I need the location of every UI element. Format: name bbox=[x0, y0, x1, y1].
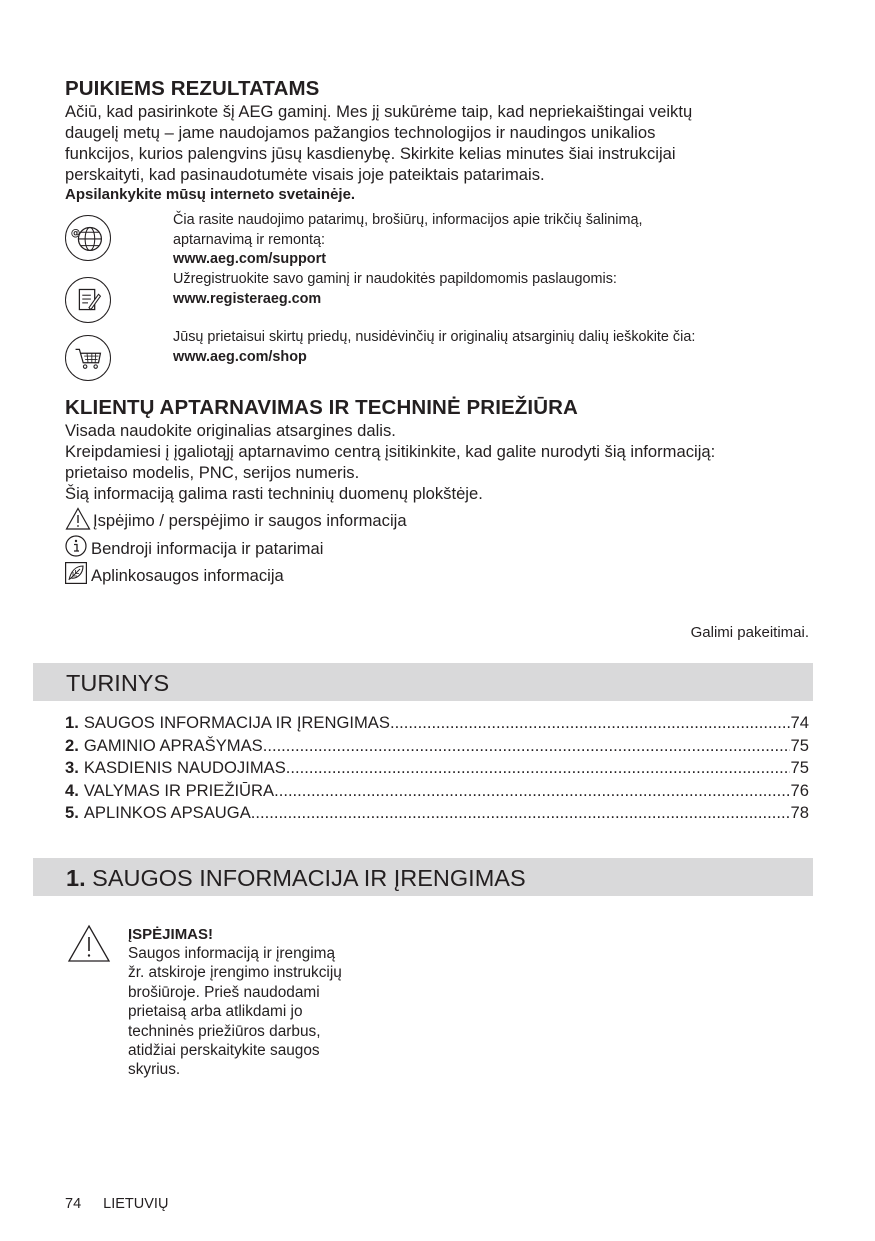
customer-care-line: Visada naudokite originalias atsargines dalis. bbox=[65, 421, 396, 440]
toc-leader-dots bbox=[286, 758, 790, 778]
legend-environment-text: Aplinkosaugos informacija bbox=[91, 566, 284, 585]
web-link-description: Čia rasite naudojimo patarimų, brošiūrų, informacijos apie trikčių šalinimą, bbox=[173, 212, 643, 228]
register-document-icon bbox=[65, 277, 111, 323]
web-link-description: aptarnavimą ir remontą: bbox=[173, 231, 325, 248]
table-of-contents bbox=[65, 713, 809, 826]
toc-entry-number: 2. bbox=[65, 735, 79, 755]
support-url-link[interactable]: www.aeg.com/support bbox=[173, 251, 326, 267]
toc-entry-page: 74 bbox=[790, 713, 809, 732]
warning-line: skyrius. bbox=[128, 1061, 181, 1079]
warning-line: Saugos informaciją ir įrengimą bbox=[128, 945, 336, 962]
footer-language: LIETUVIŲ bbox=[103, 1196, 169, 1212]
info-icon bbox=[65, 535, 89, 559]
toc-entry-label: SAUGOS INFORMACIJA IR ĮRENGIMAS bbox=[83, 713, 390, 732]
shopping-cart-icon bbox=[65, 335, 111, 381]
chapter-title-text: SAUGOS INFORMACIJA IR ĮRENGIMAS bbox=[92, 865, 526, 891]
web-link-description: Jūsų prietaisui skirtų priedų, nusidėvinčių ir originalių atsarginių dalių ieškokite čia: bbox=[173, 329, 696, 345]
warning-text bbox=[128, 944, 342, 1080]
page-number: 74 bbox=[65, 1196, 82, 1212]
chapter-header-bar bbox=[33, 858, 813, 896]
toc-entry-label: GAMINIO APRAŠYMAS bbox=[83, 735, 263, 755]
warning-line: techninės priežiūros darbus, bbox=[128, 1022, 321, 1040]
customer-care-line: prietaiso modelis, PNC, serijos numeris. bbox=[65, 463, 360, 482]
toc-entry-page: 78 bbox=[790, 803, 809, 823]
register-url-link[interactable]: www.registeraeg.com bbox=[173, 290, 322, 307]
customer-care-paragraph bbox=[65, 420, 825, 504]
subject-to-change-note: Galimi pakeitimai. bbox=[690, 624, 809, 641]
intro-line: daugelį metų – jame naudojamos pažangios technologijos ir naudingos unikalios bbox=[65, 123, 656, 142]
shop-url-link[interactable]: www.aeg.com/shop bbox=[173, 348, 307, 365]
intro-line: funkcijos, kurios palengvins jūsų kasdienybę. Skirkite kelias minutes šiai instrukcijai bbox=[65, 144, 676, 163]
toc-entry[interactable] bbox=[65, 736, 809, 759]
chapter-number: 1. bbox=[66, 865, 86, 891]
section-heading-customer-care: KLIENTŲ APTARNAVIMAS IR TECHNINĖ PRIEŽIŪRA bbox=[65, 396, 578, 419]
toc-entry-label: KASDIENIS NAUDOJIMAS bbox=[83, 758, 286, 778]
globe-icon bbox=[65, 215, 111, 261]
toc-entry[interactable] bbox=[65, 803, 809, 826]
toc-entry-label: VALYMAS IR PRIEŽIŪRA bbox=[83, 780, 275, 800]
leaf-icon bbox=[65, 562, 89, 586]
svg-text:@: @ bbox=[70, 228, 81, 240]
toc-entry[interactable] bbox=[65, 713, 809, 736]
section-heading-best-results: PUIKIEMS REZULTATAMS bbox=[65, 77, 320, 100]
toc-entry-number: 1. bbox=[65, 713, 79, 732]
toc-entry-number: 4. bbox=[65, 780, 79, 800]
intro-paragraph bbox=[65, 101, 825, 185]
legend-warning-text: Įspėjimo / perspėjimo ir saugos informacija bbox=[93, 511, 407, 530]
toc-entry-label: APLINKOS APSAUGA bbox=[83, 803, 251, 823]
toc-entry[interactable] bbox=[65, 781, 809, 804]
toc-entry[interactable] bbox=[65, 758, 809, 781]
toc-leader-dots bbox=[274, 781, 789, 801]
toc-entry-page: 75 bbox=[790, 758, 809, 778]
page-footer bbox=[65, 1196, 168, 1212]
toc-entry-page: 75 bbox=[790, 735, 809, 755]
intro-line: perskaityti, kad pasinaudotumėte visais joje pateiktais patarimais. bbox=[65, 165, 545, 184]
toc-entry-number: 5. bbox=[65, 803, 79, 823]
web-link-support bbox=[65, 211, 825, 271]
warning-triangle-icon bbox=[67, 924, 111, 964]
warning-line: atidžiai perskaitykite saugos bbox=[128, 1042, 320, 1060]
warning-triangle-icon bbox=[65, 507, 91, 531]
toc-leader-dots bbox=[390, 713, 790, 733]
web-link-register bbox=[65, 270, 825, 330]
chapter-title bbox=[66, 865, 526, 891]
toc-leader-dots bbox=[263, 736, 790, 756]
toc-entry-number: 3. bbox=[65, 758, 79, 778]
warning-line: prietaisą arba atlikdami jo bbox=[128, 1003, 303, 1021]
toc-title: TURINYS bbox=[66, 670, 170, 696]
web-link-shop bbox=[65, 328, 825, 388]
customer-care-line: Kreipdamiesi į įgaliotąjį aptarnavimo centrą įsitikinkite, kad galite nurodyti šią informaciją: bbox=[65, 442, 716, 461]
warning-line: žr. atskiroje įrengimo instrukcijų bbox=[128, 964, 342, 982]
web-link-description: Užregistruokite savo gaminį ir naudokitės papildomomis paslaugomis: bbox=[173, 271, 617, 287]
legend-info-text: Bendroji informacija ir patarimai bbox=[91, 539, 324, 558]
website-heading: Apsilankykite mūsų interneto svetainėje. bbox=[65, 186, 356, 203]
warning-line: brošiūroje. Prieš naudodami bbox=[128, 983, 320, 1001]
customer-care-line: Šią informaciją galima rasti techninių duomenų plokštėje. bbox=[65, 484, 483, 503]
toc-entry-page: 76 bbox=[790, 780, 809, 800]
toc-header-bar bbox=[33, 663, 813, 701]
intro-line: Ačiū, kad pasirinkote šį AEG gaminį. Mes jį sukūrėme taip, kad nepriekaištingai veiktų bbox=[65, 102, 693, 121]
toc-leader-dots bbox=[251, 803, 790, 823]
warning-title: ĮSPĖJIMAS! bbox=[128, 926, 214, 943]
